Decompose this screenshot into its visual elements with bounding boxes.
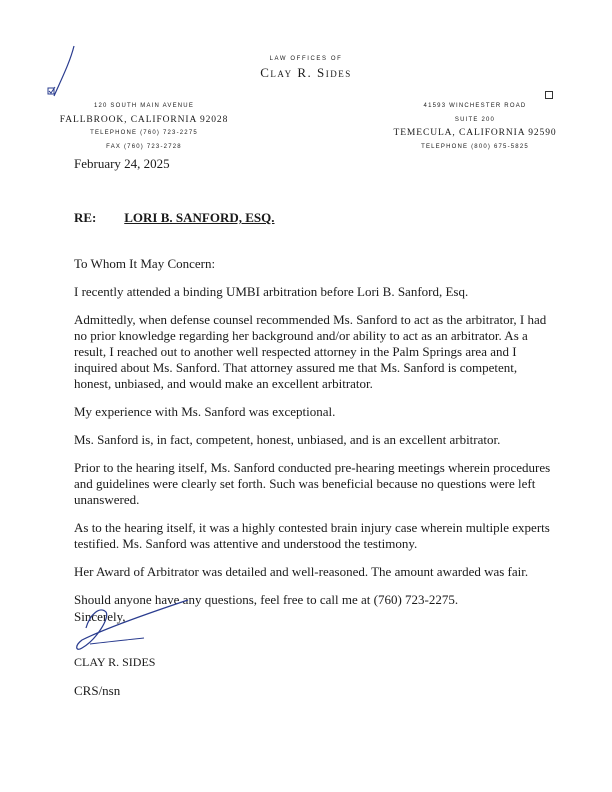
re-label: RE:: [74, 210, 97, 225]
body-paragraph: As to the hearing itself, it was a highly contested brain injury case wherein multiple experts testified. Ms. Sanford was attentive and understood the testimony.: [74, 520, 550, 551]
body-paragraph: Admittedly, when defense counsel recommended Ms. Sanford to act as the arbitrator, I had no prior knowledge regarding her background and/or ability to act as an arbitrator. As a result, I reached out to another well respected attorney in the Palm Springs area and I inquired about Ms. Sanford. That attorney assured me that Ms. Sanford is competent, honest, unbiased, and would make an excellent arbitrator.: [74, 312, 547, 391]
body-paragraph: Prior to the hearing itself, Ms. Sanford conducted pre-hearing meetings wherein procedures and guidelines were clearly set forth. Such was beneficial because no questions were left unanswered.: [74, 460, 551, 507]
body-paragraph: My experience with Ms. Sanford was exceptional.: [74, 404, 336, 419]
reference-initials: CRS/nsn: [74, 683, 121, 698]
re-line: [74, 210, 275, 226]
office-address-right: [392, 100, 558, 154]
right-office-street: 41593 WINCHESTER ROAD: [423, 103, 527, 109]
firm-name: Clay R. Sides: [260, 65, 352, 80]
left-office-telephone: TELEPHONE (760) 723-2275: [90, 130, 198, 136]
letter-date: February 24, 2025: [74, 156, 170, 171]
body-paragraph: Her Award of Arbitrator was detailed and well-reasoned. The amount awarded was fair.: [74, 564, 529, 579]
salutation: To Whom It May Concern:: [74, 256, 216, 271]
letterhead: [0, 56, 612, 81]
signer-name: CLAY R. SIDES: [74, 655, 156, 669]
re-subject: LORI B. SANFORD, ESQ.: [124, 210, 275, 225]
body-paragraph: Should anyone have any questions, feel free to call me at (760) 723-2275.: [74, 592, 459, 607]
right-office-suite: SUITE 200: [454, 116, 496, 123]
checkbox-mark: [545, 91, 553, 99]
signature: [66, 592, 196, 662]
left-office-street: 120 SOUTH MAIN AVENUE: [93, 103, 195, 109]
left-office-fax: FAX (760) 723-2728: [106, 143, 182, 150]
body-paragraph: Ms. Sanford is, in fact, competent, honest, unbiased, and is an excellent arbitrator.: [74, 432, 501, 447]
letterhead-label: LAW OFFICES OF: [269, 56, 343, 62]
letter-body: [74, 256, 556, 620]
right-office-city: TEMECULA, CALIFORNIA 92590: [393, 128, 557, 138]
office-address-left: [46, 100, 242, 154]
closing: Sincerely,: [74, 609, 126, 624]
right-office-telephone: TELEPHONE (800) 675-5825: [421, 143, 529, 150]
body-paragraph: I recently attended a binding UMBI arbitration before Lori B. Sanford, Esq.: [74, 284, 469, 299]
left-office-city: FALLBROOK, CALIFORNIA 92028: [59, 114, 229, 125]
